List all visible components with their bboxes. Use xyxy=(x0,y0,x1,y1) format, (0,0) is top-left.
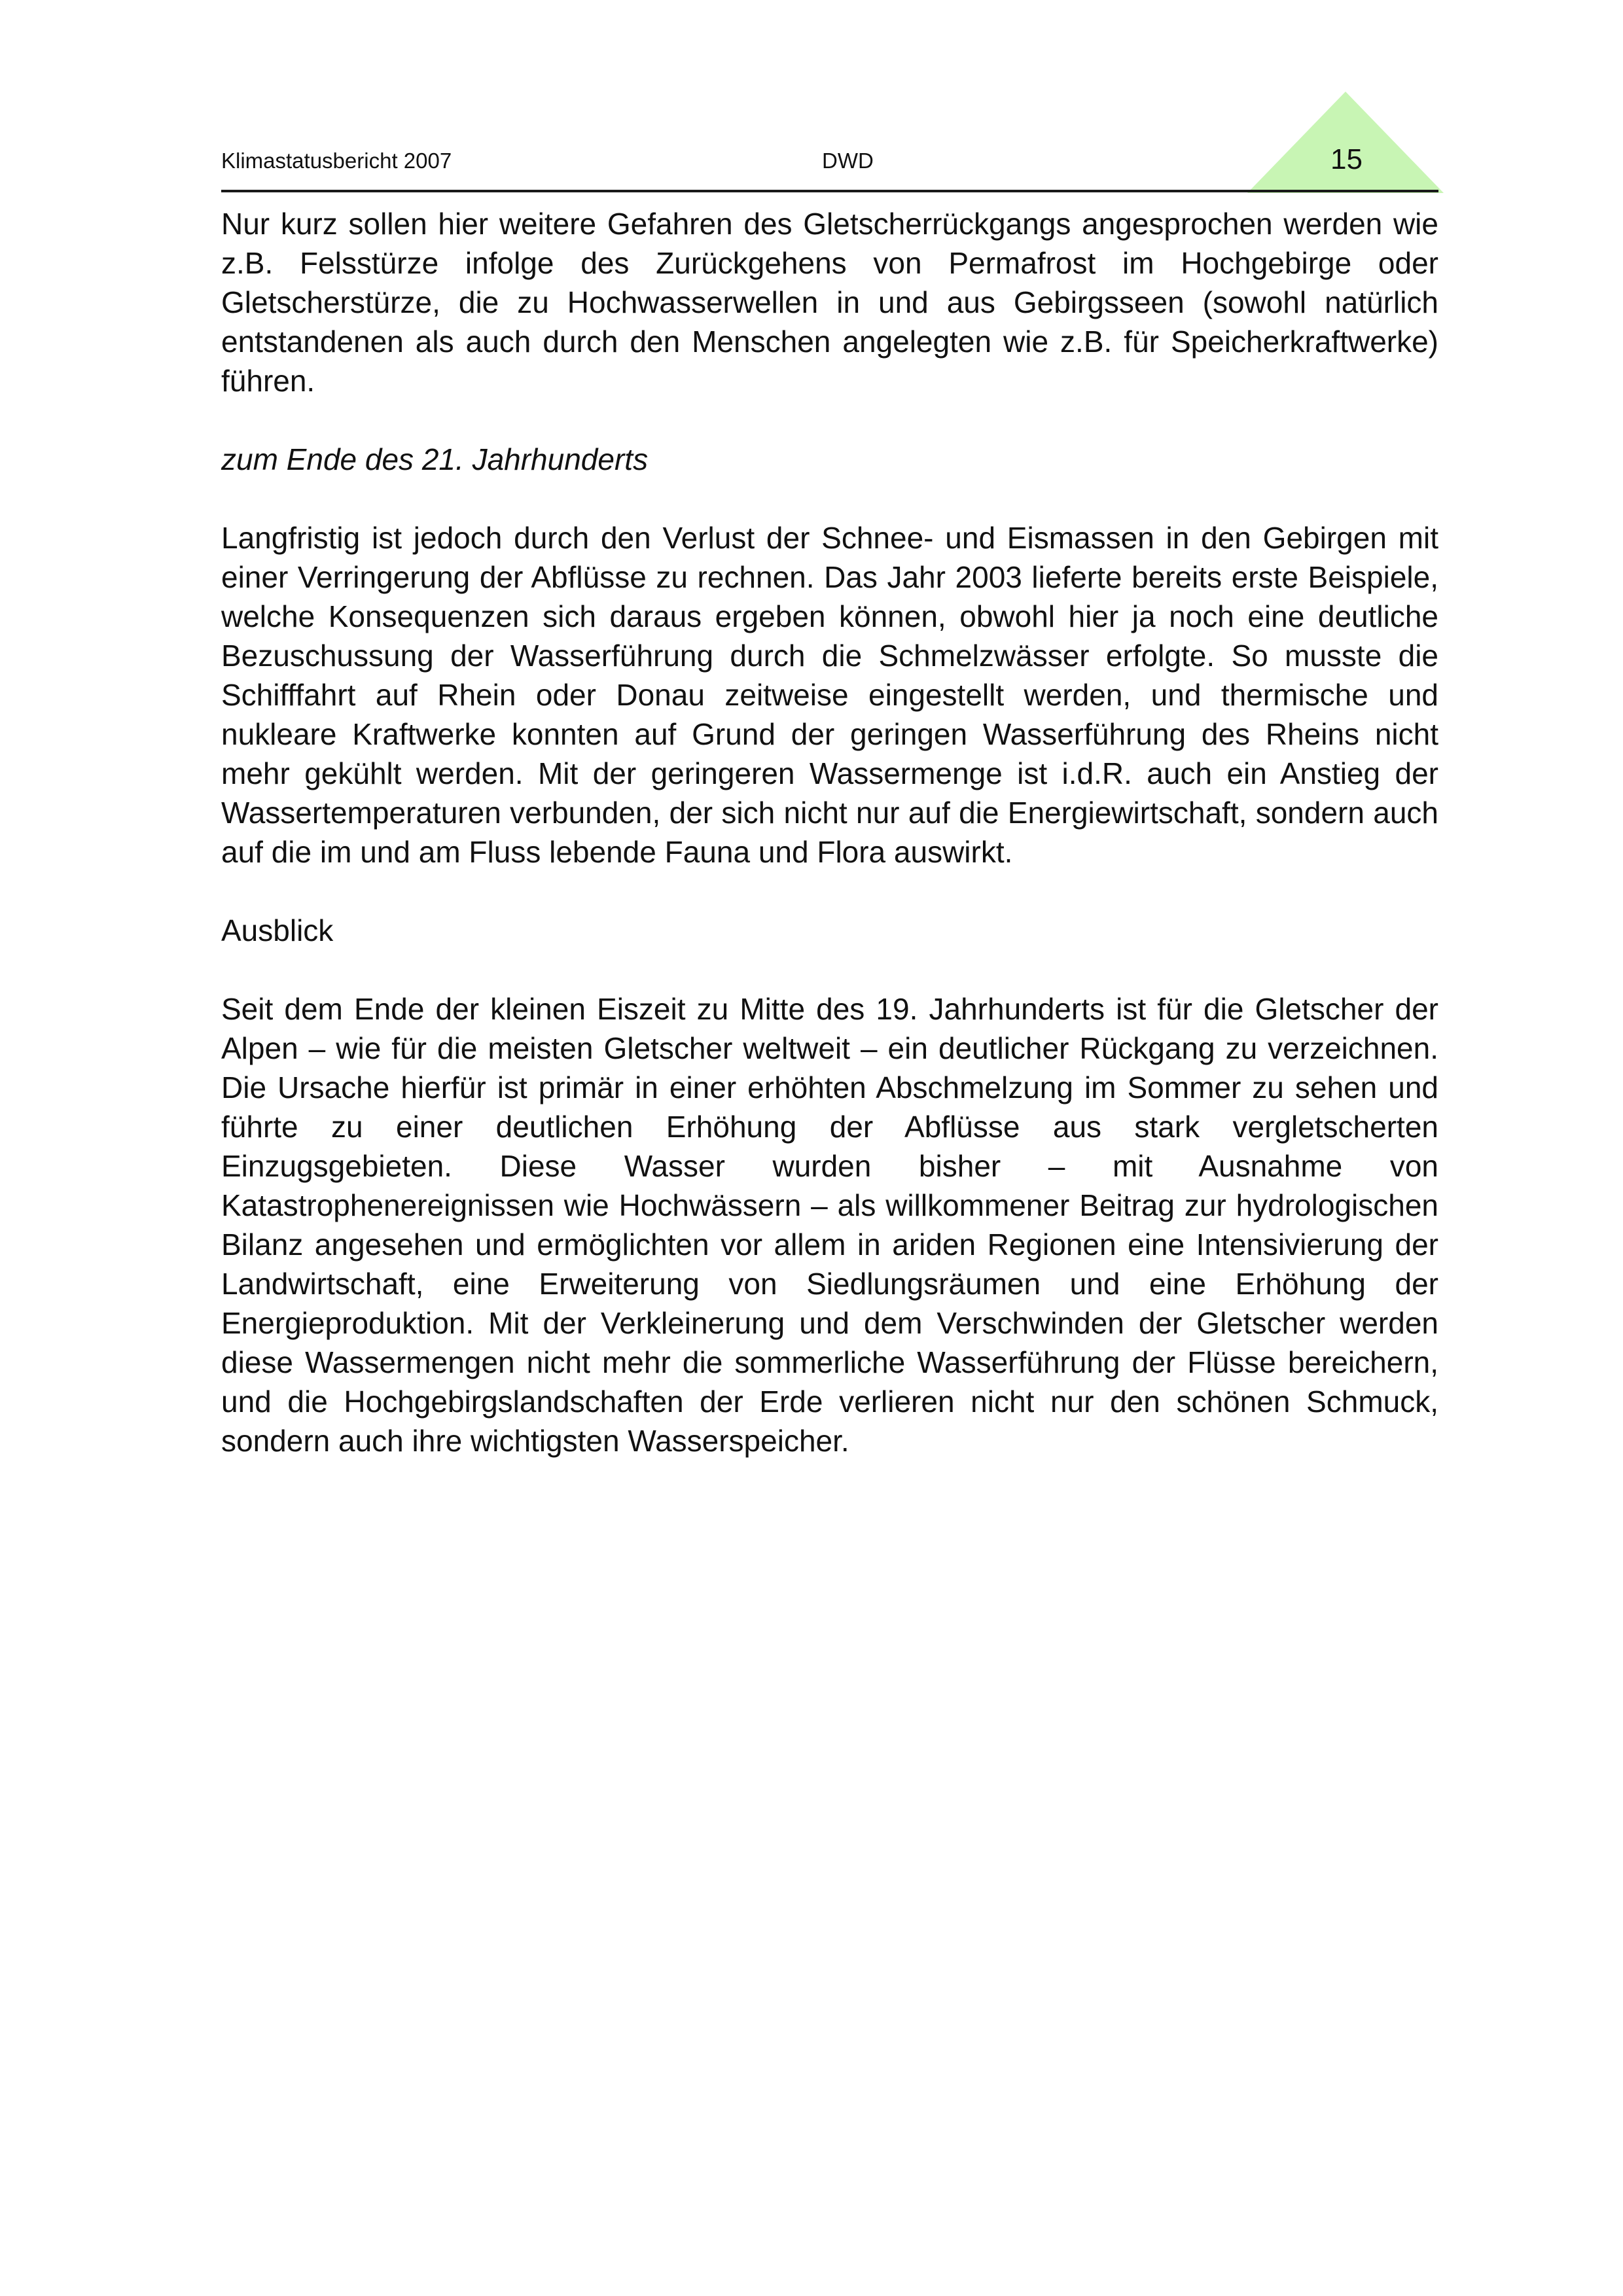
section-heading-end-21st-century: zum Ende des 21. Jahrhunderts xyxy=(221,442,649,476)
spacer xyxy=(221,950,1438,989)
spacer xyxy=(221,400,1438,440)
section-heading-outlook: Ausblick xyxy=(221,913,334,947)
publisher-label: DWD xyxy=(822,149,874,173)
spacer xyxy=(221,479,1438,518)
header-divider xyxy=(221,190,1438,192)
page-content xyxy=(221,204,1438,1460)
paragraph-glacier-hazards: Nur kurz sollen hier weitere Gefahren des Gletscherrückgangs angesprochen werden wie z.B. Felsstürze infolge des Zurückgehens von Permafrost im Hochgebirge oder Gletscherstürze, die zu Hochwasserwellen in und aus Gebirgsseen (sowohl natürlich entstandenen als auch durch den Menschen angelegten wie z.B. für Speicherkraftwerke) führen. xyxy=(221,207,1438,398)
page-number: 15 xyxy=(1330,143,1363,175)
page-header xyxy=(221,85,1438,196)
report-title: Klimastatusbericht 2007 xyxy=(221,149,452,173)
paragraph-outlook: Seit dem Ende der kleinen Eiszeit zu Mitte des 19. Jahrhunderts ist für die Gletscher der Alpen – wie für die meisten Gletscher weltweit – ein deutlicher Rückgang zu verzeichnen. Die Ursache hierfür ist primär in einer erhöhten Abschmelzung im Sommer zu sehen und führte zu einer deutlichen Erhöhung der Abflüsse aus stark vergletscherten Einzugsgebieten. Diese Wasser wurden bisher – mit Ausnahme von Katastrophenereignissen wie Hochwässern – als willkommener Beitrag zur hydrologischen Bilanz angesehen und ermöglichten vor allem in ariden Regionen eine Intensivierung der Landwirtschaft, eine Erweiterung von Siedlungsräumen und eine Erhöhung der Energieproduktion. Mit der Verkleinerung und dem Verschwinden der Gletscher werden diese Wassermengen nicht mehr die sommerliche Wasserführung der Flüsse bereichern, und die Hochgebirgslandschaften der Erde verlieren nicht nur den schönen Schmuck, sondern auch ihre wichtigsten Wasserspeicher. xyxy=(221,992,1438,1458)
paragraph-long-term-runoff: Langfristig ist jedoch durch den Verlust der Schnee- und Eismassen in den Gebirgen mit einer Verringerung der Abflüsse zu rechnen. Das Jahr 2003 lieferte bereits erste Beispiele, welche Konsequenzen sich daraus ergeben können, obwohl hier ja noch eine deutliche Bezuschussung der Wasserführung durch die Schmelzwässer erfolgte. So musste die Schifffahrt auf Rhein oder Donau zeitweise eingestellt werden, und thermische und nukleare Kraftwerke konnten auf Grund der geringen Wasserführung des Rheins nicht mehr gekühlt werden. Mit der geringeren Wassermenge ist i.d.R. auch ein Anstieg der Wassertemperaturen verbunden, der sich nicht nur auf die Energiewirtschaft, sondern auch auf die im und am Fluss lebende Fauna und Flora auswirkt. xyxy=(221,521,1438,869)
spacer xyxy=(221,872,1438,911)
